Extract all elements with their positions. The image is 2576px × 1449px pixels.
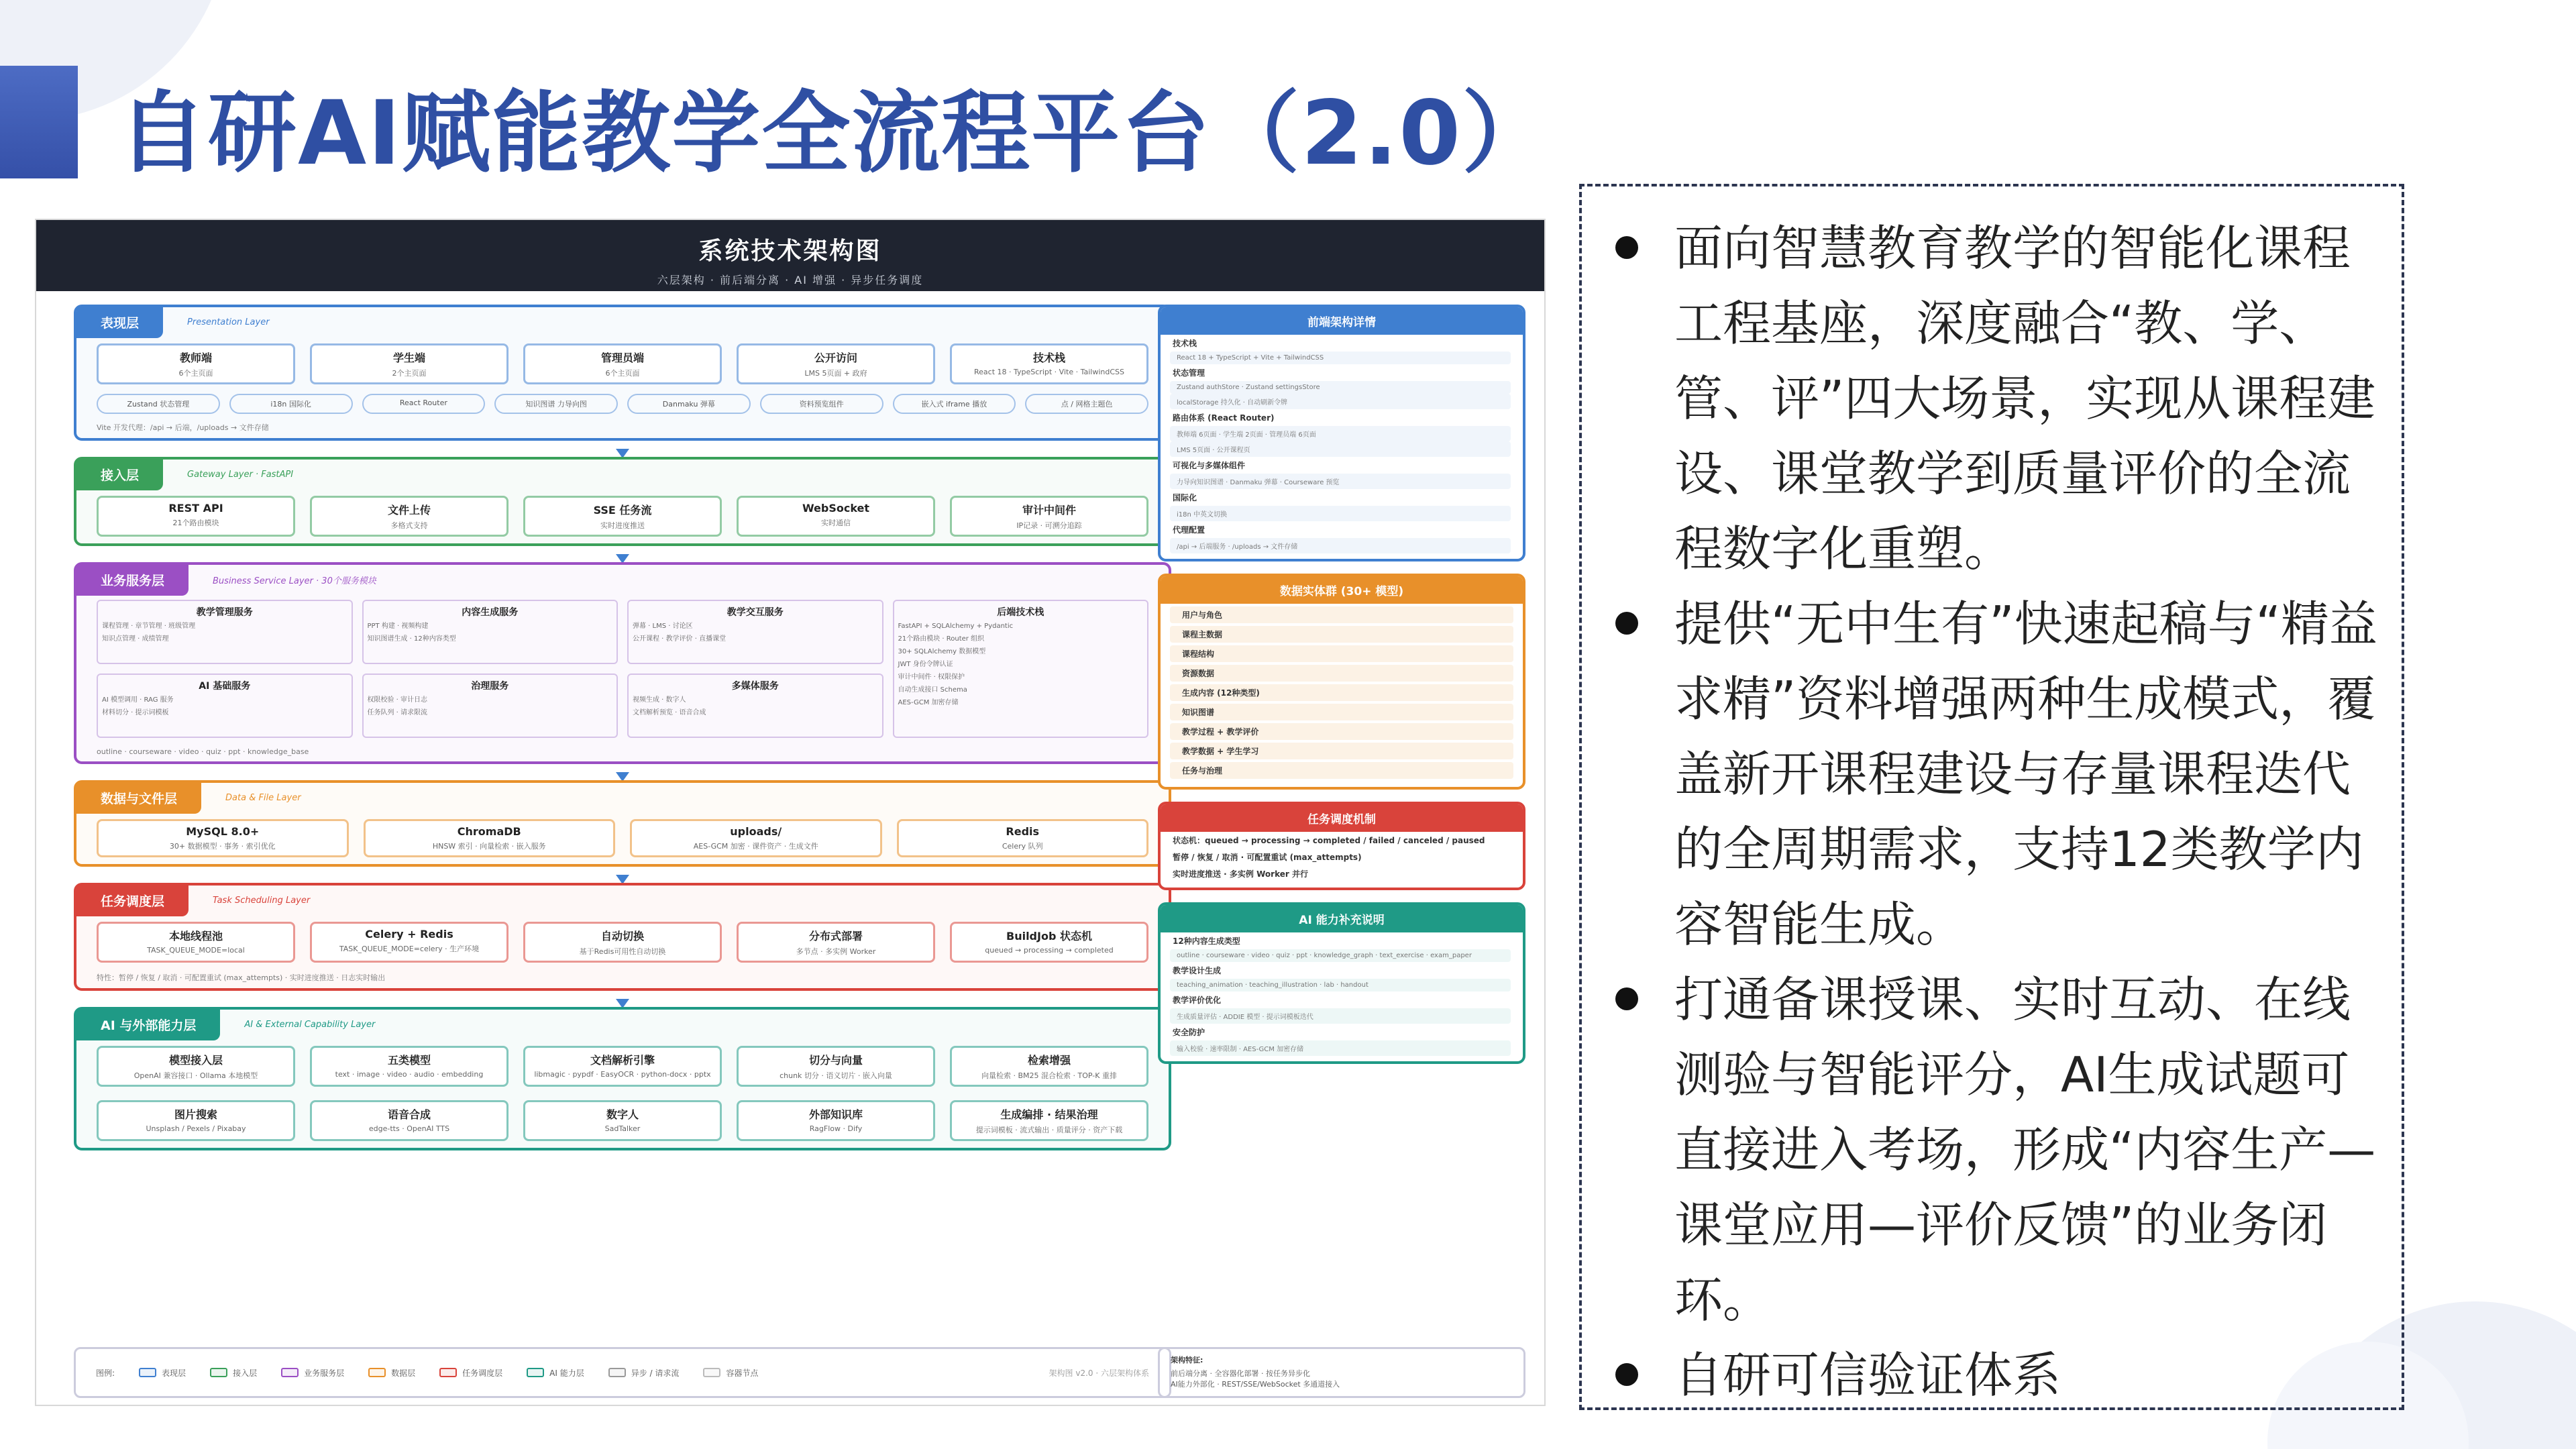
panel-item: 安全防护	[1173, 1028, 1205, 1037]
component-box	[950, 922, 1148, 963]
panel-item: 教学数据 + 学生学习	[1170, 743, 1513, 759]
legend-text: 数据层	[391, 1368, 416, 1378]
detail-panels	[1158, 305, 1525, 1076]
legend-swatch	[703, 1368, 720, 1377]
service-line: 知识图谱生成 · 12种内容类型	[367, 635, 456, 643]
box-row	[76, 812, 1169, 864]
description-box	[1579, 184, 2404, 1410]
service-card	[362, 674, 619, 738]
box-row	[76, 1093, 1169, 1148]
panel-item: 路由体系 (React Router)	[1173, 413, 1275, 423]
component-box	[310, 496, 508, 537]
bullet-item	[1602, 211, 2381, 586]
component-title: BuildJob 状态机	[1006, 930, 1092, 943]
legend-text: 接入层	[233, 1368, 258, 1378]
component-title: ChromaDB	[457, 825, 521, 838]
legend-item	[703, 1367, 758, 1379]
diagram-title: 系统技术架构图	[698, 237, 882, 265]
component-desc: queued → processing → completed	[985, 946, 1114, 955]
component-title: Celery + Redis	[365, 928, 453, 941]
layer-presentation	[74, 305, 1171, 441]
component-box	[523, 922, 722, 963]
legend-item	[439, 1367, 502, 1379]
component-box	[97, 922, 295, 963]
service-line: 弹幕 · LMS · 讨论区	[633, 623, 693, 630]
service-title: 治理服务	[471, 681, 509, 692]
slide-title: 自研AI赋能教学全流程平台（2.0）	[118, 82, 1552, 185]
component-box	[97, 1100, 295, 1141]
component-desc: 基于Redis可用性自动切换	[579, 947, 666, 956]
layer-note: outline · courseware · video · quiz · ppt · knowledge_base	[97, 747, 309, 756]
detail-panel	[1158, 574, 1525, 790]
component-title: 教师端	[179, 352, 212, 364]
bullet-text: 打通备课授课、实时互动、在线测验与智能评分，AI生成试题可直接进入考场，形成“内容生产—课堂应用—评价反馈”的业务闭环。	[1674, 971, 2376, 1328]
panel-title: 任务调度机制	[1161, 804, 1523, 832]
layer-gateway	[74, 457, 1171, 546]
component-box	[737, 1046, 935, 1087]
tech-chip: Danmaku 弹幕	[627, 394, 751, 414]
legend-swatch	[210, 1368, 227, 1377]
component-desc: IP记录 · 可溯分追踪	[1016, 521, 1082, 530]
component-title: WebSocket	[802, 502, 870, 515]
layer-english-name: Presentation Layer	[187, 317, 270, 327]
tech-chip: i18n 国际化	[229, 394, 353, 414]
layer-english-name: Gateway Layer · FastAPI	[187, 469, 294, 480]
service-title: AI 基础服务	[199, 681, 251, 692]
panel-item: 教学设计生成	[1173, 966, 1222, 975]
component-desc: libmagic · pypdf · EasyOCR · python-docx · pptx	[534, 1070, 711, 1079]
component-desc: 多节点 · 多实例 Worker	[796, 947, 876, 956]
panel-subitem: Zustand authStore · Zustand settingsStore	[1170, 381, 1511, 394]
bullet-dot	[1615, 612, 1638, 635]
service-card	[97, 674, 353, 738]
legend-item	[608, 1367, 680, 1379]
component-box	[310, 922, 508, 963]
layer-english-name: Business Service Layer · 30个服务模块	[213, 576, 376, 586]
service-line: 文档解析预览 · 语音合成	[633, 709, 706, 716]
bullet-item	[1602, 586, 2381, 962]
layer-ai	[74, 1007, 1171, 1150]
component-desc: TASK_QUEUE_MODE=local	[147, 946, 245, 955]
component-title: SSE 任务流	[593, 504, 652, 517]
legend-item	[139, 1367, 186, 1379]
diagram-subtitle: 六层架构 · 前后端分离 · AI 增强 · 异步任务调度	[657, 274, 924, 286]
legend-label: 图例:	[96, 1368, 115, 1378]
component-desc: Unsplash / Pexels / Pixabay	[146, 1124, 246, 1133]
component-title: 公开访问	[814, 352, 857, 364]
bullet-text: 提供“无中生有”快速起稿与“精益求精”资料增强两种生成模式，覆盖新开课程建设与存量课程迭代的全周期需求，支持12类教学内容智能生成。	[1674, 596, 2377, 953]
component-box	[737, 1100, 935, 1141]
legend-swatch	[439, 1368, 457, 1377]
panel-title: AI 能力补充说明	[1161, 905, 1523, 932]
service-line: 课程管理 · 章节管理 · 班级管理	[102, 623, 196, 630]
panel-subitem: LMS 5页面 · 公开课程页	[1170, 441, 1511, 457]
component-desc: edge-tts · OpenAI TTS	[368, 1124, 450, 1133]
panel-spacer	[1161, 882, 1523, 888]
component-desc: 实时通信	[821, 519, 851, 527]
tech-line: JWT 身份令牌认证	[898, 661, 953, 668]
bullet-text: 自研可信验证体系	[1674, 1347, 2061, 1403]
component-title: 生成编排 · 结果治理	[1000, 1108, 1098, 1121]
component-title: 外部知识库	[808, 1108, 863, 1121]
box-row	[76, 915, 1169, 969]
tech-chip: React Router	[362, 394, 486, 414]
panel-item: 教学过程 + 教学评价	[1170, 723, 1513, 740]
bullet-dot	[1615, 236, 1638, 259]
component-desc: HNSW 索引 · 向量检索 · 嵌入服务	[432, 842, 546, 851]
panel-item: 暂停 / 恢复 / 取消 · 可配置重试 (max_attempts)	[1173, 853, 1362, 862]
panel-subitem: 生成质量评估 · ADDIE 模型 · 提示词模板迭代	[1170, 1008, 1511, 1024]
legend-item	[368, 1367, 415, 1379]
component-desc: chunk 切分 · 语义切片 · 嵌入向量	[780, 1071, 892, 1080]
layer-note: 特性：暂停 / 恢复 / 取消 · 可配置重试 (max_attempts) · 实时进度推送 · 日志实时输出	[97, 973, 386, 982]
legend-swatch	[608, 1368, 626, 1377]
layer-english-name: Data & File Layer	[225, 792, 301, 803]
service-title: 教学管理服务	[196, 607, 253, 618]
panel-subitem: outline · courseware · video · quiz · ppt · knowledge_graph · text_exercise · exam_paper	[1170, 949, 1511, 962]
component-box	[950, 343, 1148, 384]
component-desc: Celery 队列	[1002, 842, 1043, 851]
panel-title: 前端架构详情	[1161, 307, 1523, 335]
tech-chip: 嵌入式 iframe 播放	[893, 394, 1016, 414]
box-row	[76, 337, 1169, 391]
component-box	[950, 496, 1148, 537]
features-line: 前后端分离 · 全容器化部署 · 按任务异步化	[1171, 1369, 1310, 1378]
panel-item: 技术栈	[1173, 339, 1197, 348]
component-box	[897, 819, 1149, 857]
detail-panel	[1158, 902, 1525, 1064]
service-card	[97, 600, 353, 664]
component-title: 文档解析引擎	[590, 1054, 655, 1067]
component-box	[310, 1046, 508, 1087]
component-title: 本地线程池	[168, 930, 223, 943]
layer-name: 业务服务层	[76, 564, 189, 596]
component-box	[523, 496, 722, 537]
component-box	[97, 496, 295, 537]
legend-swatch	[281, 1368, 299, 1377]
legend-text: AI 能力层	[549, 1368, 584, 1378]
panel-title: 数据实体群 (30+ 模型)	[1161, 576, 1523, 604]
panel-item: 代理配置	[1173, 525, 1205, 535]
title-accent-bar	[0, 66, 78, 178]
component-title: 模型接入层	[168, 1054, 223, 1067]
architecture-diagram	[35, 219, 1546, 1406]
component-box	[97, 1046, 295, 1087]
panel-spacer	[1161, 553, 1523, 559]
box-row	[76, 489, 1169, 543]
layer-header	[76, 565, 1169, 594]
tech-line: 审计中间件 · 权限保护	[898, 674, 965, 681]
panel-subitem: 输入校验 · 速率限制 · AES-GCM 加密存储	[1170, 1040, 1511, 1056]
component-title: 文件上传	[387, 504, 431, 517]
box-row	[76, 1039, 1169, 1093]
component-title: 学生端	[392, 352, 425, 364]
component-desc: 21个路由模块	[172, 519, 219, 527]
legend-item	[281, 1367, 344, 1379]
panel-subitem: 力导向知识图谱 · Danmaku 弹幕 · Courseware 预览	[1170, 474, 1511, 489]
tech-line: 自动生成接口 Schema	[898, 686, 967, 694]
bullet-item	[1602, 1338, 2381, 1413]
panel-item: 资源数据	[1170, 665, 1513, 682]
component-title: 自动切换	[600, 930, 644, 943]
service-line: 材料切分 · 提示词模板	[102, 709, 169, 716]
service-grid	[76, 594, 1169, 745]
component-box	[523, 1100, 722, 1141]
component-box	[523, 343, 722, 384]
panel-item: 状态管理	[1173, 368, 1205, 378]
legend-text: 容器节点	[726, 1368, 759, 1378]
diagram-header	[36, 220, 1544, 291]
panel-subitem: /api → 后端服务 · /uploads → 文件存储	[1170, 538, 1511, 553]
panel-item: 教学评价优化	[1173, 996, 1222, 1005]
panel-subitem: React 18 + TypeScript + Vite + TailwindCSS	[1170, 352, 1511, 364]
component-box	[737, 922, 935, 963]
legend-text: 表现层	[162, 1368, 186, 1378]
component-title: REST API	[168, 502, 223, 515]
component-desc: 6个主页面	[605, 369, 640, 378]
component-box	[630, 819, 882, 857]
component-box	[97, 819, 349, 857]
layer-name: AI 与外部能力层	[76, 1009, 220, 1040]
legend-swatch	[368, 1368, 386, 1377]
panel-item: 国际化	[1173, 493, 1197, 502]
layer-name: 接入层	[76, 459, 163, 490]
component-title: 检索增强	[1027, 1054, 1071, 1067]
tech-chip: 点 / 网格主题色	[1025, 394, 1148, 414]
tech-chip: 知识图谱 力导向图	[494, 394, 618, 414]
legend-text: 任务调度层	[462, 1368, 503, 1378]
service-card	[362, 600, 619, 664]
panel-item: 12种内容生成类型	[1173, 936, 1240, 946]
panel-item: 知识图谱	[1170, 704, 1513, 720]
component-title: 技术栈	[1032, 352, 1065, 364]
detail-panel	[1158, 305, 1525, 561]
service-card	[627, 600, 883, 664]
component-box	[950, 1046, 1148, 1087]
service-line: PPT 构建 · 视频构建	[367, 623, 429, 630]
component-title: Redis	[1006, 825, 1040, 838]
service-title: 内容生成服务	[462, 607, 519, 618]
layer-english-name: AI & External Capability Layer	[244, 1019, 376, 1030]
layer-task	[74, 883, 1171, 991]
diagram-legend	[74, 1347, 1171, 1398]
component-box	[97, 343, 295, 384]
panel-subitem: localStorage 持久化 · 自动刷新令牌	[1170, 394, 1511, 409]
legend-text: 异步 / 请求流	[631, 1368, 680, 1378]
component-box	[950, 1100, 1148, 1141]
panel-item: 任务与治理	[1170, 762, 1513, 779]
component-desc: text · image · video · audio · embedding	[335, 1070, 484, 1079]
component-title: 审计中间件	[1022, 504, 1076, 517]
panel-subitem: teaching_animation · teaching_illustration · lab · handout	[1170, 979, 1511, 991]
features-line: AI能力外部化 · REST/SSE/WebSocket 多通道接入	[1171, 1380, 1340, 1389]
component-desc: OpenAI 兼容接口 · Ollama 本地模型	[133, 1071, 258, 1080]
tech-title: 后端技术栈	[997, 607, 1044, 618]
layer-english-name: Task Scheduling Layer	[213, 895, 311, 906]
component-box	[310, 1100, 508, 1141]
panel-item: 用户与角色	[1170, 606, 1513, 623]
service-line: 视频生成 · 数字人	[633, 696, 686, 704]
panel-item: 课程主数据	[1170, 626, 1513, 643]
panel-subitem: 教师端 6页面 · 学生端 2页面 · 管理员端 6页面	[1170, 426, 1511, 441]
component-title: 五类模型	[387, 1054, 431, 1067]
component-desc: SadTalker	[604, 1124, 641, 1133]
layer-header	[76, 460, 1169, 489]
component-desc: 30+ 数据模型 · 事务 · 索引优化	[169, 842, 276, 851]
component-title: 管理员端	[600, 352, 644, 364]
legend-item	[210, 1367, 257, 1379]
component-desc: 6个主页面	[178, 369, 213, 378]
legend-item	[527, 1367, 584, 1379]
panel-item: 课程结构	[1170, 645, 1513, 662]
component-box	[737, 496, 935, 537]
legend-text: 业务服务层	[304, 1368, 345, 1378]
service-title: 教学交互服务	[727, 607, 784, 618]
panel-item: 实时进度推送 · 多实例 Worker 并行	[1173, 869, 1308, 879]
bullet-dot	[1615, 1363, 1638, 1386]
panel-subitem: i18n 中英文切换	[1170, 506, 1511, 521]
component-desc: 多格式支持	[390, 521, 428, 530]
tech-chip: Zustand 状态管理	[97, 394, 220, 414]
component-title: 切分与向量	[808, 1054, 863, 1067]
component-title: 图片搜索	[174, 1108, 217, 1121]
component-desc: LMS 5页面 + 政府	[804, 369, 867, 378]
tech-line: 30+ SQLAlchemy 数据模型	[898, 648, 986, 655]
service-line: 公开课程 · 教学评价 · 直播课堂	[633, 635, 727, 643]
layer-service	[74, 562, 1171, 764]
layer-header	[76, 885, 1169, 915]
component-title: 分布式部署	[808, 930, 863, 943]
component-desc: 向量检索 · BM25 混合检索 · TOP-K 重排	[981, 1071, 1117, 1080]
panel-item: 生成内容 (12种类型)	[1170, 684, 1513, 701]
panel-spacer	[1161, 782, 1523, 787]
chip-row	[76, 391, 1169, 419]
component-title: uploads/	[730, 825, 782, 838]
panel-item: 状态机：queued → processing → completed / failed / canceled / paused	[1173, 836, 1485, 845]
layer-stack	[74, 305, 1171, 1167]
component-title: MySQL 8.0+	[186, 825, 260, 838]
features-title: 架构特征:	[1171, 1356, 1203, 1364]
service-line: 权限校验 · 审计日志	[367, 696, 428, 704]
layer-name: 数据与文件层	[76, 782, 201, 814]
component-desc: RagFlow · Dify	[809, 1124, 863, 1133]
layer-note: Vite 开发代理：/api → 后端，/uploads → 文件存储	[97, 423, 269, 432]
layer-data	[74, 780, 1171, 867]
component-desc: AES-GCM 加密 · 课件资产 · 生成文件	[693, 842, 818, 851]
component-desc: 2个主页面	[392, 369, 427, 378]
component-desc: TASK_QUEUE_MODE=celery · 生产环境	[339, 945, 480, 953]
architecture-features	[1158, 1347, 1525, 1398]
panel-item: 可视化与多媒体组件	[1173, 461, 1246, 470]
layer-name: 任务调度层	[76, 885, 189, 916]
tech-line: FastAPI + SQLAlchemy + Pydantic	[898, 623, 1014, 630]
layer-header	[76, 783, 1169, 812]
layer-name: 表现层	[76, 307, 163, 338]
component-box	[523, 1046, 722, 1087]
tech-line: 21个路由模块 · Router 组织	[898, 635, 985, 643]
tech-chip: 资料预览组件	[760, 394, 883, 414]
legend-footer: 架构图 v2.0 · 六层架构体系	[1049, 1368, 1149, 1378]
layer-header	[76, 1010, 1169, 1039]
service-line: 任务队列 · 请求限流	[367, 709, 428, 716]
bullet-dot	[1615, 987, 1638, 1010]
component-desc: 实时进度推送	[600, 521, 645, 530]
bullet-item	[1602, 962, 2381, 1338]
service-title: 多媒体服务	[731, 681, 779, 692]
legend-swatch	[139, 1368, 156, 1377]
bullet-text: 面向智慧教育教学的智能化课程工程基座，深度融合“教、学、管、评”四大场景，实现从课程建设、课堂教学到质量评价的全流程数字化重塑。	[1674, 220, 2376, 577]
component-title: 语音合成	[387, 1108, 431, 1121]
service-line: AI 模型调用 · RAG 服务	[102, 696, 174, 704]
component-title: 数字人	[606, 1108, 639, 1121]
panel-spacer	[1161, 1056, 1523, 1061]
service-line: 知识点管理 · 成绩管理	[102, 635, 169, 643]
layer-header	[76, 307, 1169, 337]
component-box	[364, 819, 616, 857]
legend-swatch	[527, 1368, 544, 1377]
backend-tech-card	[893, 600, 1149, 738]
component-box	[310, 343, 508, 384]
tech-line: AES-GCM 加密存储	[898, 699, 959, 706]
component-box	[737, 343, 935, 384]
service-card	[627, 674, 883, 738]
component-desc: React 18 · TypeScript · Vite · TailwindCSS	[974, 368, 1124, 376]
detail-panel	[1158, 802, 1525, 890]
component-desc: 提示词模板 · 流式输出 · 质量评分 · 资产下载	[975, 1126, 1123, 1134]
